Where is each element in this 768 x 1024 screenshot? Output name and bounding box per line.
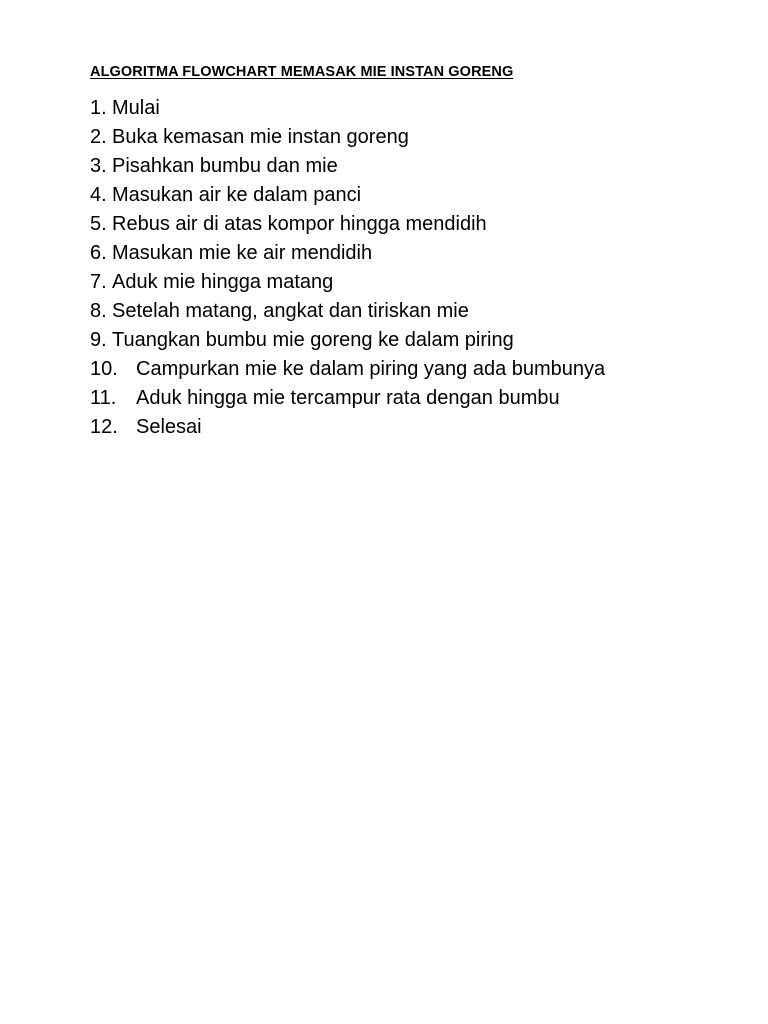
step-text: Aduk mie hingga matang bbox=[112, 271, 334, 293]
step-number: 5. bbox=[90, 213, 107, 235]
step-text: Mulai bbox=[112, 97, 160, 119]
step-number: 12. bbox=[90, 416, 118, 438]
step-number: 1. bbox=[90, 97, 107, 119]
step-text: Campurkan mie ke dalam piring yang ada bumbunya bbox=[136, 358, 606, 380]
document-title: ALGORITMA FLOWCHART MEMASAK MIE INSTAN GORENG bbox=[90, 64, 514, 80]
step-number: 10. bbox=[90, 358, 118, 380]
step-text: Pisahkan bumbu dan mie bbox=[112, 155, 338, 177]
step-text: Setelah matang, angkat dan tiriskan mie bbox=[112, 300, 469, 322]
step-number: 2. bbox=[90, 126, 107, 148]
step-text: Aduk hingga mie tercampur rata dengan bumbu bbox=[136, 387, 560, 409]
step-number: 8. bbox=[90, 300, 107, 322]
step-text: Masukan air ke dalam panci bbox=[112, 184, 362, 206]
step-number: 6. bbox=[90, 242, 107, 264]
step-number: 3. bbox=[90, 155, 107, 177]
step-text: Selesai bbox=[136, 416, 202, 438]
step-number: 11. bbox=[90, 387, 117, 409]
step-number: 7. bbox=[90, 271, 107, 293]
step-text: Masukan mie ke air mendidih bbox=[112, 242, 373, 264]
step-text: Buka kemasan mie instan goreng bbox=[112, 126, 409, 148]
step-text: Rebus air di atas kompor hingga mendidih bbox=[112, 213, 487, 235]
step-number: 4. bbox=[90, 184, 107, 206]
step-text: Tuangkan bumbu mie goreng ke dalam piring bbox=[112, 329, 514, 351]
step-number: 9. bbox=[90, 329, 107, 351]
